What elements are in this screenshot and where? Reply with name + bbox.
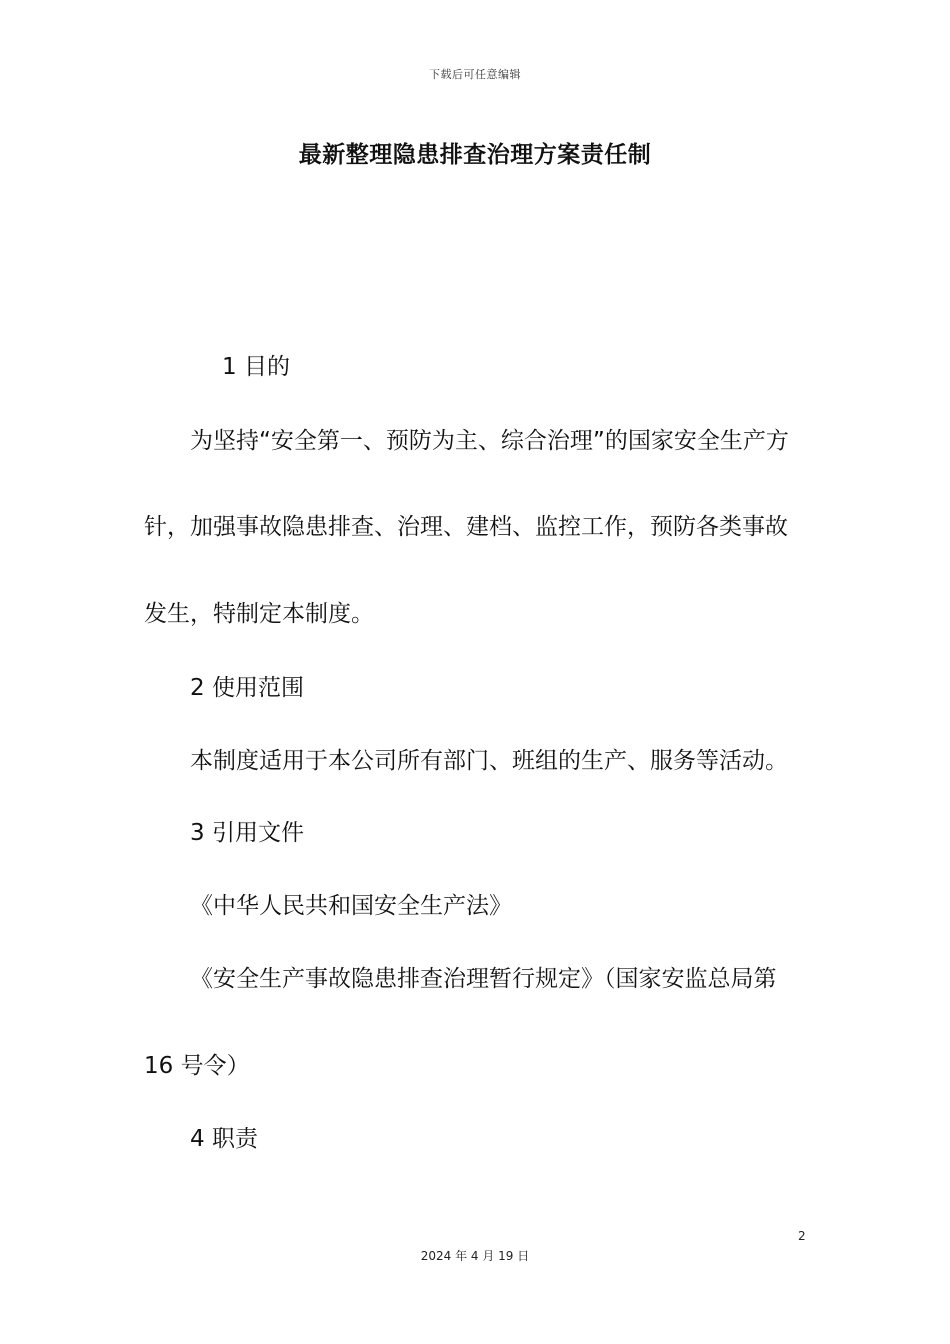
footer-date: 2024 年 4 月 19 日 — [420, 1249, 530, 1263]
reference-item-2-line-2: 16 号令） — [144, 1053, 250, 1079]
section-heading-purpose: 1 目的 — [222, 354, 290, 380]
paragraph-purpose-line-3: 发生，特制定本制度。 — [144, 601, 374, 627]
page-number: 2 — [798, 1229, 806, 1243]
section-heading-references: 3 引用文件 — [190, 820, 304, 846]
header-note: 下载后可任意编辑 — [429, 68, 521, 81]
paragraph-scope: 本制度适用于本公司所有部门、班组的生产、服务等活动。 — [190, 748, 788, 774]
reference-item-2-line-1: 《安全生产事故隐患排查治理暂行规定》（国家安监总局第 — [190, 966, 777, 992]
section-heading-duties: 4 职责 — [190, 1126, 258, 1152]
paragraph-purpose-line-1: 为坚持“安全第一、预防为主、综合治理”的国家安全生产方 — [190, 428, 789, 454]
reference-item-1: 《中华人民共和国安全生产法》 — [190, 893, 512, 919]
section-heading-scope: 2 使用范围 — [190, 675, 304, 701]
document-title: 最新整理隐患排查治理方案责任制 — [298, 142, 652, 168]
paragraph-purpose-line-2: 针，加强事故隐患排查、治理、建档、监控工作，预防各类事故 — [144, 514, 788, 540]
